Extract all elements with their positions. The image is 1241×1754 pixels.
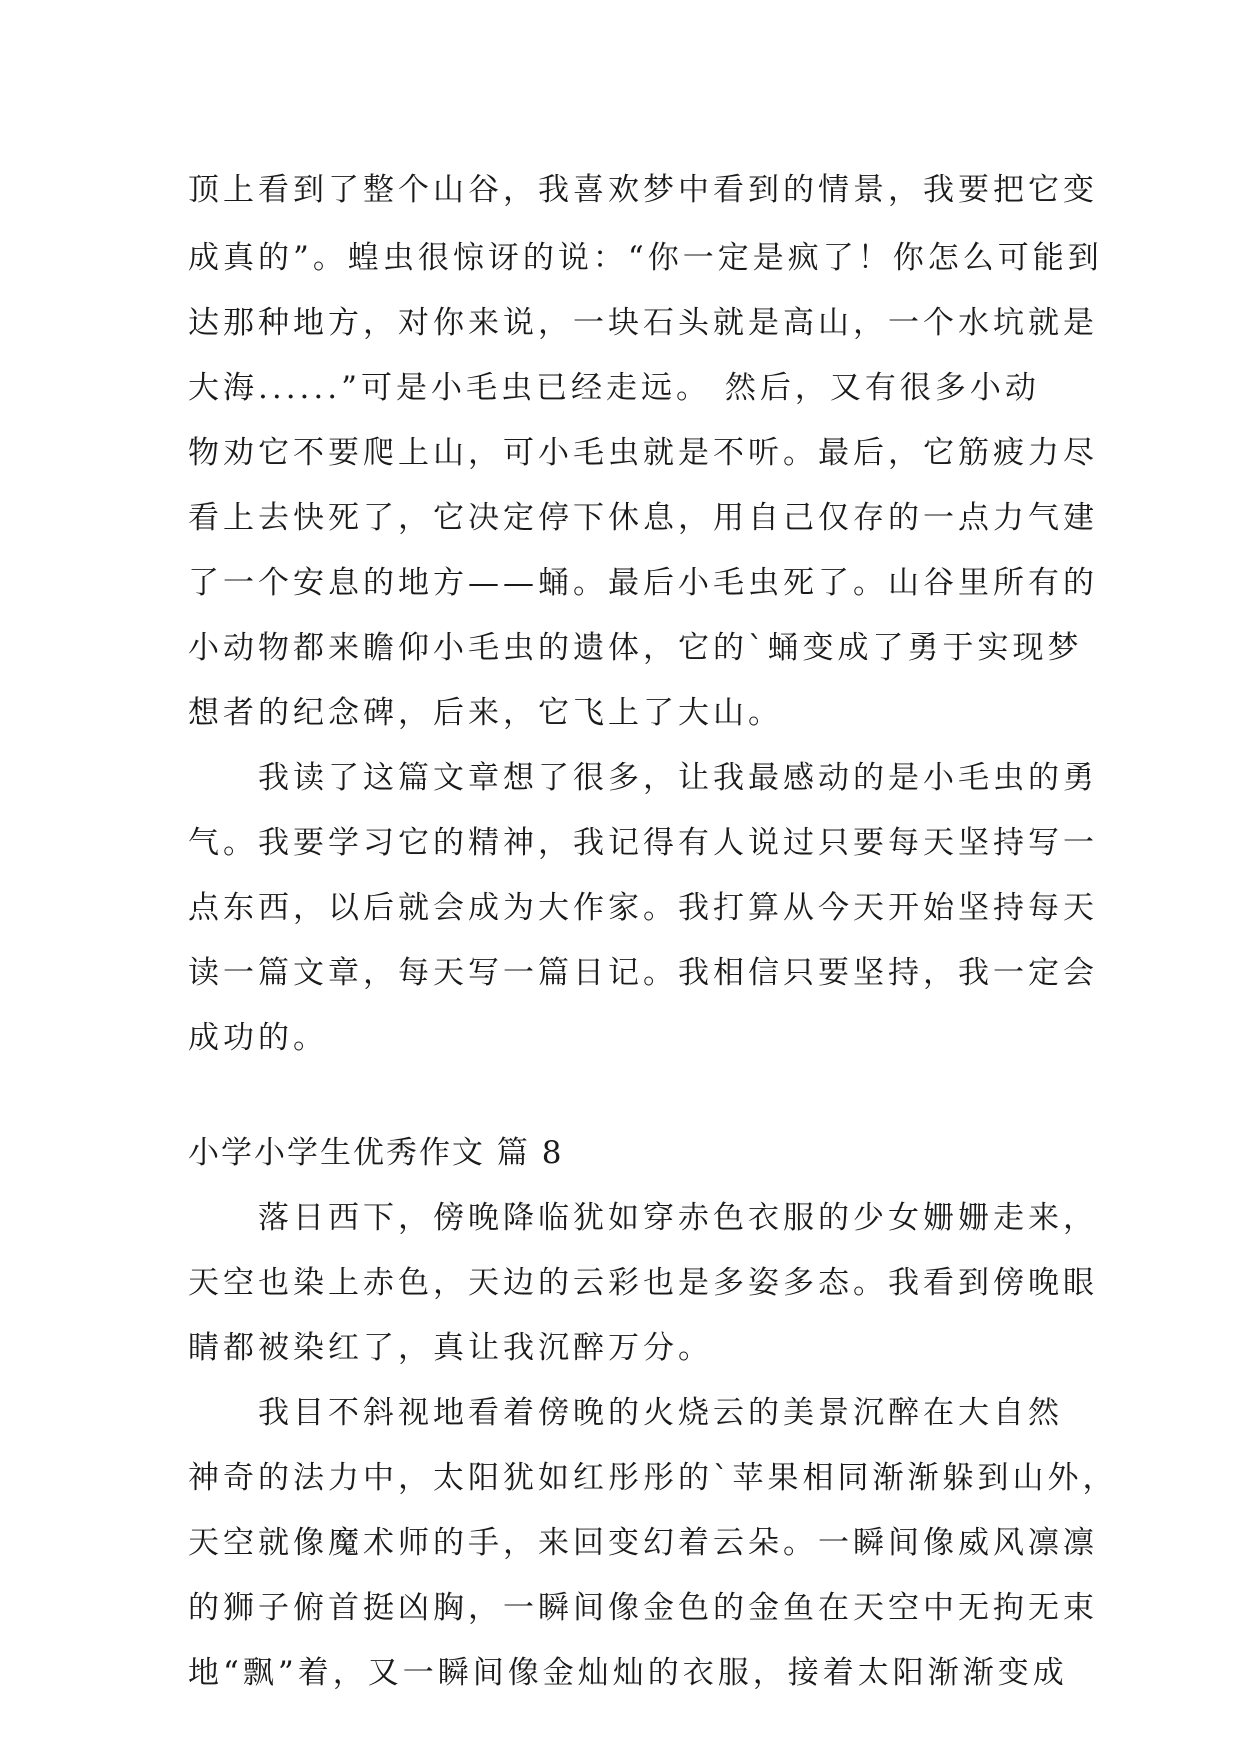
text-line: 点东西，以后就会成为大作家。我打算从今天开始坚持每天 — [188, 890, 1098, 926]
text-line: 看上去快死了，它决定停下休息，用自己仅存的一点力气建 — [188, 500, 1098, 536]
text-line: 物劝它不要爬上山，可小毛虫就是不听。最后，它筋疲力尽 — [188, 435, 1098, 471]
text-line: 读一篇文章，每天写一篇日记。我相信只要坚持，我一定会 — [188, 955, 1098, 991]
text-line: 了一个安息的地方——蛹。最后小毛虫死了。山谷里所有的 — [188, 565, 1098, 601]
text-line: 成功的。 — [188, 1020, 328, 1056]
paragraph-first-line: 我目不斜视地看着傍晚的火烧云的美景沉醉在大自然 — [258, 1395, 1063, 1431]
paragraph-first-line: 我读了这篇文章想了很多，让我最感动的是小毛虫的勇 — [258, 760, 1098, 796]
text-line: 天空也染上赤色，天边的云彩也是多姿多态。我看到傍晚眼 — [188, 1265, 1098, 1301]
text-line: 神奇的法力中，太阳犹如红彤彤的`苹果相同渐渐躲到山外， — [188, 1460, 1118, 1496]
text-line: 成真的”。蝗虫很惊讶的说：“你一定是疯了！你怎么可能到 — [188, 240, 1103, 276]
text-line: 睛都被染红了，真让我沉醉万分。 — [188, 1330, 713, 1366]
text-line: 大海......”可是小毛虫已经走远。 然后，又有很多小动 — [188, 370, 1040, 406]
text-line: 达那种地方，对你来说，一块石头就是高山，一个水坑就是 — [188, 305, 1098, 341]
text-line: 的狮子俯首挺凶胸，一瞬间像金色的金鱼在天空中无拘无束 — [188, 1590, 1098, 1626]
text-line: 地“飘”着，又一瞬间像金灿灿的衣服，接着太阳渐渐变成 — [188, 1655, 1068, 1691]
paragraph-first-line: 落日西下，傍晚降临犹如穿赤色衣服的少女姗姗走来， — [258, 1200, 1098, 1236]
section-heading: 小学小学生优秀作文 篇 8 — [188, 1135, 564, 1171]
text-line: 天空就像魔术师的手，来回变幻着云朵。一瞬间像威风凛凛 — [188, 1525, 1098, 1561]
text-line: 想者的纪念碑，后来，它飞上了大山。 — [188, 695, 783, 731]
text-line: 气。我要学习它的精神，我记得有人说过只要每天坚持写一 — [188, 825, 1098, 861]
text-line: 顶上看到了整个山谷，我喜欢梦中看到的情景，我要把它变 — [188, 172, 1098, 208]
text-line: 小动物都来瞻仰小毛虫的遗体，它的`蛹变成了勇于实现梦 — [188, 630, 1083, 666]
